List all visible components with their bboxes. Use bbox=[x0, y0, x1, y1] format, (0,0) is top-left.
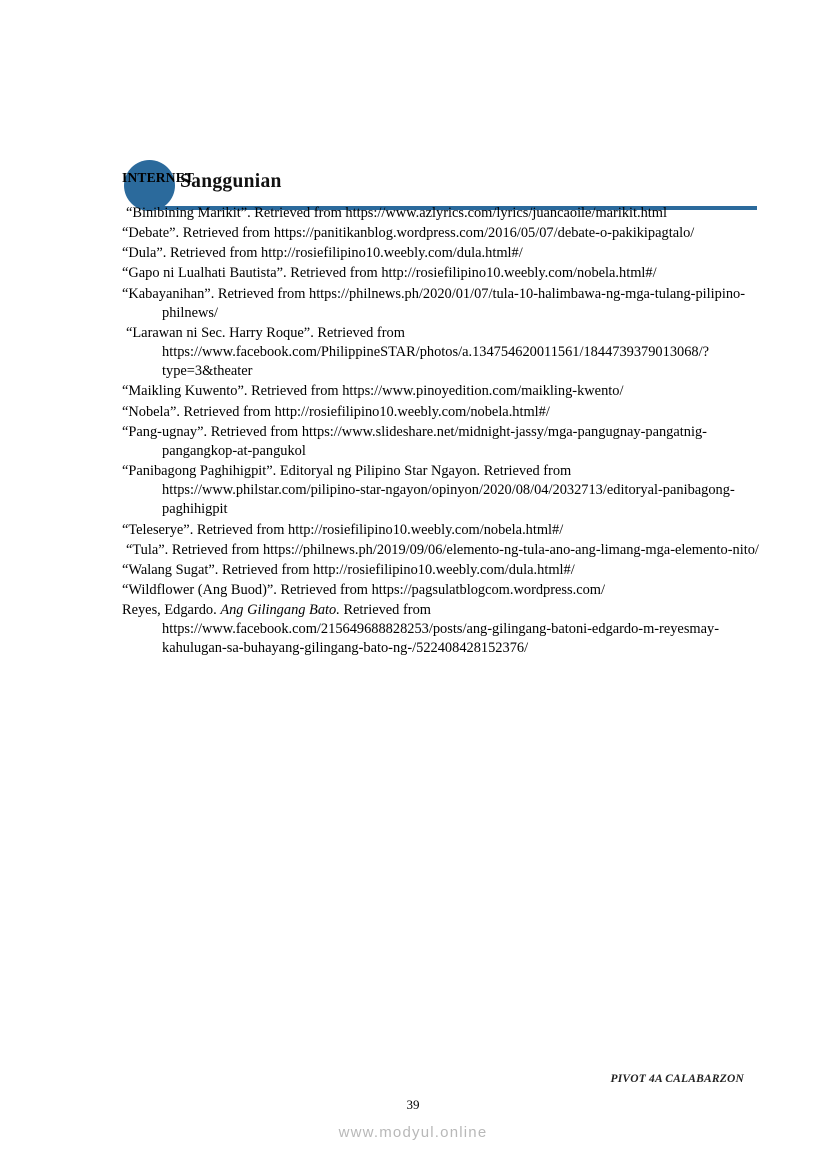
section-label-internet: INTERNET bbox=[122, 170, 195, 185]
reference-list bbox=[122, 204, 762, 659]
list-item-italic-title bbox=[122, 601, 762, 658]
list-item: “Larawan ni Sec. Harry Roque”. Retrieved from https://www.facebook.com/PhilippineSTAR/photos/a.134754620011561/1844739379013068/?type=3&theater bbox=[126, 324, 709, 380]
list-item: “Nobela”. Retrieved from http://rosiefilipino10.weebly.com/nobela.html#/ bbox=[122, 403, 550, 420]
list-item: “Panibagong Paghihigpit”. Editoryal ng Pilipino Star Ngayon. Retrieved from https://www.philstar.com/pilipino-star-ngayon/opinyon/2020/08/04/2032713/editoryal-panibagong-paghihigpit bbox=[122, 463, 735, 518]
list-item: “Maikling Kuwento”. Retrieved from https://www.pinoyedition.com/maikling-kwento/ bbox=[122, 383, 624, 400]
watermark: www.modyul.online bbox=[338, 1124, 488, 1141]
list-item: “Kabayanihan”. Retrieved from https://philnews.ph/2020/01/07/tula-10-halimbawa-ng-mga-tulang-pilipino-philnews/ bbox=[122, 285, 746, 321]
list-item: “Dula”. Retrieved from http://rosiefilipino10.weebly.com/dula.html#/ bbox=[122, 245, 523, 262]
list-item: “Gapo ni Lualhati Bautista”. Retrieved from http://rosiefilipino10.weebly.com/nobela.html#/ bbox=[122, 265, 657, 282]
list-item: “Tula”. Retrieved from https://philnews.ph/2019/09/06/elemento-ng-tula-ano-ang-limang-mga-elemento-nito/ bbox=[126, 541, 759, 558]
list-item: “Walang Sugat”. Retrieved from http://rosiefilipino10.weebly.com/dula.html#/ bbox=[122, 561, 575, 578]
footer-brand: PIVOT 4A CALABARZON bbox=[610, 1073, 744, 1085]
page-number: 39 bbox=[406, 1097, 420, 1112]
references-section bbox=[122, 170, 762, 660]
page-title: Sanggunian bbox=[180, 171, 282, 192]
reference-title: Ang Gilingang Bato. bbox=[220, 602, 340, 619]
list-item: “Wildflower (Ang Buod)”. Retrieved from https://pagsulatblogcom.wordpress.com/ bbox=[122, 581, 605, 598]
list-item: “Teleserye”. Retrieved from http://rosiefilipino10.weebly.com/nobela.html#/ bbox=[122, 521, 564, 538]
reference-author: Reyes, Edgardo. bbox=[122, 602, 221, 619]
list-item: “Binibining Marikit”. Retrieved from https://www.azlyrics.com/lyrics/juancaoile/marikit.html bbox=[126, 205, 667, 221]
list-item: “Pang-ugnay”. Retrieved from https://www.slideshare.net/midnight-jassy/mga-pangugnay-pangatnig-pangangkop-at-pangukol bbox=[122, 423, 707, 459]
list-item: “Debate”. Retrieved from https://panitikanblog.wordpress.com/2016/05/07/debate-o-pakikipagtalo/ bbox=[122, 225, 695, 242]
reference-source: Retrieved from https://www.facebook.com/215649688828253/posts/ang-gilingang-batoni-edgardo-m-reyesmay-kahulugan-sa-buhayang-gilingang-bato-ng-/522408428152376/ bbox=[162, 602, 719, 657]
